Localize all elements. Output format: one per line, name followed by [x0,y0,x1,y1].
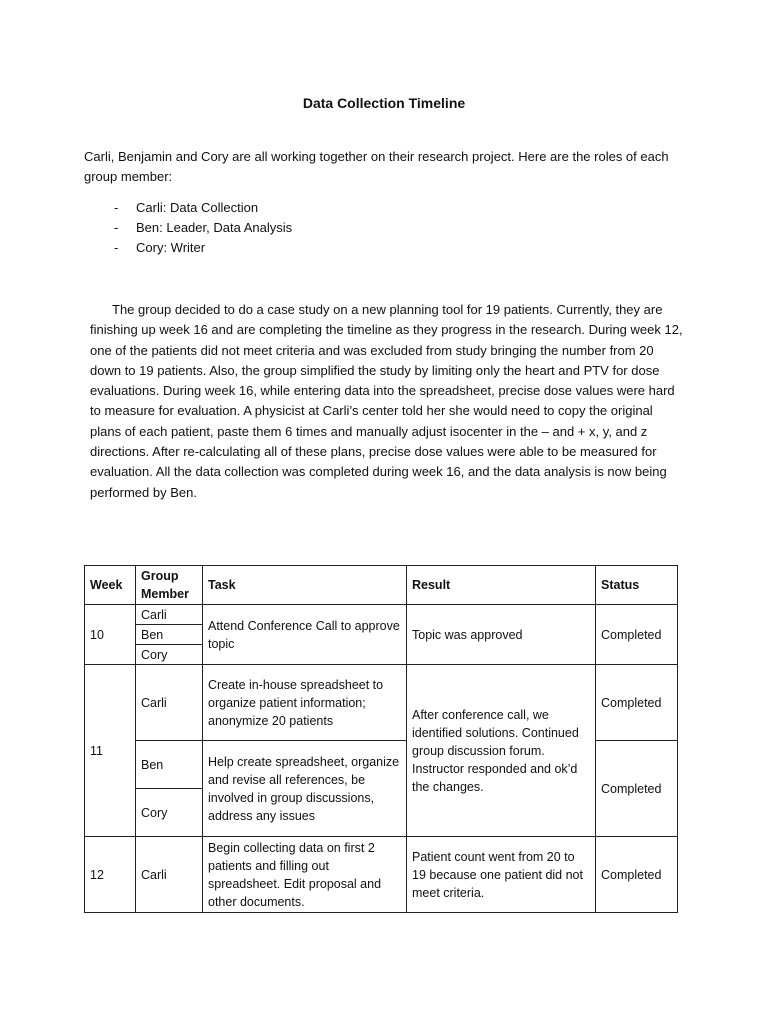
week-cell: 10 [85,605,136,665]
header-week: Week [85,566,136,605]
role-text: Cory: Writer [136,240,206,255]
body-text: The group decided to do a case study on a new planning tool for 19 patients. Currently, they are finishing up week 16 and are completing the timeline as they progress in the research. During week 12, one of the patients did not meet criteria and was excluded from study bringing the number from 20 down to 19 patients. Also, the group simplified the study by limiting only the heart and PTV for dose evaluations. During week 16, while entering data into the spreadsheet, precise dose values were hard to measure for evaluation. A physicist at Carli’s center told her she would need to copy the original plans of each patient, paste them 6 times and manually adjust isocenter in the – and + x, y, and z directions. After re-calculating all of these plans, precise dose values were able to be measured for evaluation. All the data collection was completed during week 16, and the data analysis is now being performed by Ben. [90,302,683,500]
role-item [114,198,292,218]
role-text: Ben: Leader, Data Analysis [136,220,293,235]
header-status: Status [596,566,678,605]
timeline-table [84,565,678,913]
header-group-member: Group Member [136,566,203,605]
role-item [114,238,292,258]
table-row [85,665,678,741]
list-dash: - [114,240,119,255]
list-dash: - [114,200,119,215]
list-dash: - [114,220,119,235]
status-cell: Completed [596,605,678,665]
table-row [85,605,678,625]
header-task: Task [203,566,407,605]
member-cell: Carli [136,605,203,625]
member-cell: Cory [136,645,203,665]
roles-list [114,198,292,258]
intro-paragraph: Carli, Benjamin and Cory are all working together on their research project. Here are the roles of each group member: [84,149,669,184]
status-cell: Completed [596,741,678,837]
week-cell: 11 [85,665,136,837]
task-cell: Help create spreadsheet, organize and revise all references, be involved in group discussions, address any issues [203,741,407,837]
task-cell: Begin collecting data on first 2 patients and filling out spreadsheet. Edit proposal and other documents. [203,837,407,913]
result-cell: Topic was approved [407,605,596,665]
document-title: Data Collection Timeline [302,95,466,111]
body-paragraph [90,300,685,503]
role-text: Carli: Data Collection [136,200,259,215]
task-cell: Attend Conference Call to approve topic [203,605,407,665]
status-cell: Completed [596,665,678,741]
header-result: Result [407,566,596,605]
result-cell: After conference call, we identified solutions. Continued group discussion forum. Instructor responded and ok’d the changes. [407,665,596,837]
status-cell: Completed [596,837,678,913]
member-cell: Cory [136,789,203,837]
task-cell: Create in-house spreadsheet to organize patient information; anonymize 20 patients [203,665,407,741]
member-cell: Carli [136,837,203,913]
week-cell: 12 [85,837,136,913]
member-cell: Carli [136,665,203,741]
table-row [85,837,678,913]
role-item [114,218,292,238]
member-cell: Ben [136,625,203,645]
member-cell: Ben [136,741,203,789]
result-cell: Patient count went from 20 to 19 because one patient did not meet criteria. [407,837,596,913]
table-header-row [85,566,678,605]
